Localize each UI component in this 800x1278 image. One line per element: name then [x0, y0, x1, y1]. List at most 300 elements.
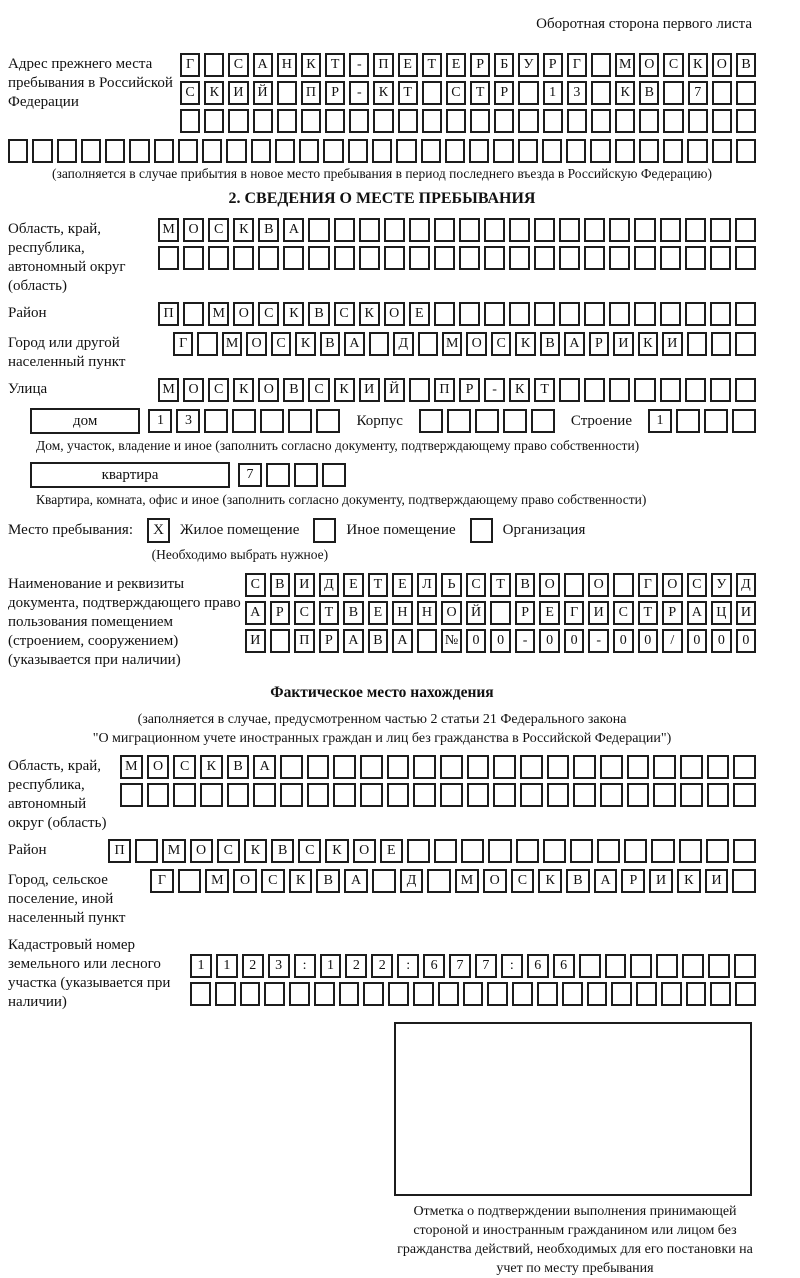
char-cell[interactable]: В: [368, 629, 389, 653]
char-cell[interactable]: [682, 954, 704, 978]
char-cell[interactable]: К: [688, 53, 708, 77]
char-cell[interactable]: К: [334, 378, 355, 402]
char-cell[interactable]: [178, 139, 198, 163]
char-cell[interactable]: 1: [648, 409, 672, 433]
char-cell[interactable]: [419, 409, 443, 433]
char-cell[interactable]: [503, 409, 527, 433]
char-cell[interactable]: 1: [320, 954, 342, 978]
char-cell[interactable]: [509, 218, 530, 242]
char-cell[interactable]: [707, 755, 730, 779]
char-cell[interactable]: [240, 982, 261, 1006]
char-cell[interactable]: [537, 982, 558, 1006]
char-cell[interactable]: [518, 109, 538, 133]
char-cell[interactable]: [591, 81, 611, 105]
char-cell[interactable]: [398, 109, 418, 133]
char-cell[interactable]: [440, 783, 463, 807]
char-cell[interactable]: П: [301, 81, 321, 105]
char-cell[interactable]: [190, 982, 211, 1006]
char-cell[interactable]: О: [588, 573, 609, 597]
char-cell[interactable]: [360, 783, 383, 807]
char-cell[interactable]: М: [442, 332, 462, 356]
char-cell[interactable]: [8, 139, 28, 163]
char-cell[interactable]: [512, 982, 533, 1006]
char-cell[interactable]: [322, 463, 346, 487]
char-cell[interactable]: [613, 573, 634, 597]
char-cell[interactable]: [651, 839, 674, 863]
char-cell[interactable]: [459, 246, 480, 270]
char-cell[interactable]: [624, 839, 647, 863]
char-cell[interactable]: П: [294, 629, 315, 653]
char-cell[interactable]: [417, 629, 438, 653]
char-cell[interactable]: [735, 332, 755, 356]
char-cell[interactable]: 3: [268, 954, 290, 978]
char-cell[interactable]: -: [349, 81, 369, 105]
char-cell[interactable]: [301, 109, 321, 133]
char-cell[interactable]: [81, 139, 101, 163]
char-cell[interactable]: Р: [662, 601, 683, 625]
char-cell[interactable]: С: [180, 81, 200, 105]
char-cell[interactable]: О: [441, 601, 462, 625]
char-cell[interactable]: [663, 139, 683, 163]
char-cell[interactable]: 0: [490, 629, 511, 653]
char-cell[interactable]: [587, 982, 608, 1006]
char-cell[interactable]: [251, 139, 271, 163]
char-cell[interactable]: 1: [216, 954, 238, 978]
char-cell[interactable]: М: [205, 869, 229, 893]
char-cell[interactable]: Л: [417, 573, 438, 597]
char-cell[interactable]: 0: [736, 629, 757, 653]
char-cell[interactable]: [359, 246, 380, 270]
char-cell[interactable]: Д: [400, 869, 424, 893]
char-cell[interactable]: А: [392, 629, 413, 653]
char-cell[interactable]: [494, 109, 514, 133]
char-cell[interactable]: С: [298, 839, 321, 863]
char-cell[interactable]: К: [638, 332, 658, 356]
char-cell[interactable]: [559, 302, 580, 326]
char-cell[interactable]: [280, 783, 303, 807]
char-cell[interactable]: В: [540, 332, 560, 356]
char-cell[interactable]: А: [344, 869, 368, 893]
char-cell[interactable]: [543, 109, 563, 133]
char-cell[interactable]: [202, 139, 222, 163]
char-cell[interactable]: [359, 218, 380, 242]
char-cell[interactable]: [32, 139, 52, 163]
char-cell[interactable]: [384, 246, 405, 270]
char-cell[interactable]: [708, 954, 730, 978]
char-cell[interactable]: [597, 839, 620, 863]
char-cell[interactable]: Р: [621, 869, 645, 893]
char-cell[interactable]: [105, 139, 125, 163]
char-cell[interactable]: [461, 839, 484, 863]
char-cell[interactable]: [663, 81, 683, 105]
char-cell[interactable]: [275, 139, 295, 163]
char-cell[interactable]: [733, 839, 756, 863]
char-cell[interactable]: М: [222, 332, 242, 356]
char-cell[interactable]: С: [271, 332, 291, 356]
char-cell[interactable]: [543, 839, 566, 863]
char-cell[interactable]: К: [295, 332, 315, 356]
char-cell[interactable]: Н: [392, 601, 413, 625]
char-cell[interactable]: [685, 218, 706, 242]
char-cell[interactable]: О: [183, 378, 204, 402]
char-cell[interactable]: [518, 81, 538, 105]
char-cell[interactable]: [228, 109, 248, 133]
char-cell[interactable]: [710, 378, 731, 402]
char-cell[interactable]: 0: [613, 629, 634, 653]
char-cell[interactable]: [277, 81, 297, 105]
char-cell[interactable]: [339, 982, 360, 1006]
char-cell[interactable]: Т: [319, 601, 340, 625]
char-cell[interactable]: О: [662, 573, 683, 597]
char-cell[interactable]: [372, 139, 392, 163]
char-cell[interactable]: [735, 302, 756, 326]
char-cell[interactable]: [226, 139, 246, 163]
char-cell[interactable]: [372, 869, 396, 893]
char-cell[interactable]: [323, 139, 343, 163]
char-cell[interactable]: [422, 81, 442, 105]
char-cell[interactable]: П: [434, 378, 455, 402]
char-cell[interactable]: [348, 139, 368, 163]
char-cell[interactable]: [349, 109, 369, 133]
char-cell[interactable]: [639, 109, 659, 133]
char-cell[interactable]: [396, 139, 416, 163]
char-cell[interactable]: [732, 869, 756, 893]
char-cell[interactable]: Д: [393, 332, 413, 356]
char-cell[interactable]: :: [397, 954, 419, 978]
char-cell[interactable]: [660, 246, 681, 270]
char-cell[interactable]: [204, 109, 224, 133]
char-cell[interactable]: [707, 783, 730, 807]
char-cell[interactable]: К: [359, 302, 380, 326]
char-cell[interactable]: М: [158, 378, 179, 402]
char-cell[interactable]: Б: [494, 53, 514, 77]
char-cell[interactable]: [735, 982, 756, 1006]
char-cell[interactable]: [680, 783, 703, 807]
char-cell[interactable]: [566, 139, 586, 163]
char-cell[interactable]: [660, 302, 681, 326]
char-cell[interactable]: М: [158, 218, 179, 242]
char-cell[interactable]: [467, 783, 490, 807]
char-cell[interactable]: [653, 755, 676, 779]
char-cell[interactable]: [518, 139, 538, 163]
char-cell[interactable]: Н: [277, 53, 297, 77]
char-cell[interactable]: [467, 755, 490, 779]
char-cell[interactable]: С: [228, 53, 248, 77]
char-cell[interactable]: [158, 246, 179, 270]
char-cell[interactable]: [615, 109, 635, 133]
char-cell[interactable]: [135, 839, 158, 863]
char-cell[interactable]: 7: [238, 463, 262, 487]
char-cell[interactable]: П: [108, 839, 131, 863]
char-cell[interactable]: [534, 246, 555, 270]
char-cell[interactable]: 0: [564, 629, 585, 653]
char-cell[interactable]: Т: [470, 81, 490, 105]
char-cell[interactable]: В: [271, 839, 294, 863]
char-cell[interactable]: [387, 755, 410, 779]
char-cell[interactable]: [609, 302, 630, 326]
char-cell[interactable]: [573, 783, 596, 807]
char-cell[interactable]: Г: [638, 573, 659, 597]
char-cell[interactable]: [289, 982, 310, 1006]
char-cell[interactable]: -: [588, 629, 609, 653]
char-cell[interactable]: Р: [459, 378, 480, 402]
char-cell[interactable]: С: [446, 81, 466, 105]
char-cell[interactable]: [712, 139, 732, 163]
char-cell[interactable]: Е: [368, 601, 389, 625]
char-cell[interactable]: Е: [446, 53, 466, 77]
char-cell[interactable]: [384, 218, 405, 242]
char-cell[interactable]: К: [325, 839, 348, 863]
char-cell[interactable]: [490, 601, 511, 625]
char-cell[interactable]: Д: [736, 573, 757, 597]
char-cell[interactable]: [663, 109, 683, 133]
char-cell[interactable]: [736, 109, 756, 133]
char-cell[interactable]: 0: [466, 629, 487, 653]
char-cell[interactable]: И: [588, 601, 609, 625]
char-cell[interactable]: [283, 246, 304, 270]
char-cell[interactable]: [605, 954, 627, 978]
char-cell[interactable]: О: [147, 755, 170, 779]
char-cell[interactable]: [660, 378, 681, 402]
char-cell[interactable]: С: [217, 839, 240, 863]
char-cell[interactable]: С: [261, 869, 285, 893]
char-cell[interactable]: [493, 755, 516, 779]
char-cell[interactable]: К: [233, 218, 254, 242]
char-cell[interactable]: И: [736, 601, 757, 625]
char-cell[interactable]: С: [511, 869, 535, 893]
char-cell[interactable]: Т: [490, 573, 511, 597]
char-cell[interactable]: М: [208, 302, 229, 326]
char-cell[interactable]: [547, 755, 570, 779]
char-cell[interactable]: [712, 81, 732, 105]
char-cell[interactable]: [325, 109, 345, 133]
char-cell[interactable]: [634, 218, 655, 242]
char-cell[interactable]: [418, 332, 438, 356]
char-cell[interactable]: А: [344, 332, 364, 356]
char-cell[interactable]: [570, 839, 593, 863]
char-cell[interactable]: [232, 409, 256, 433]
char-cell[interactable]: :: [294, 954, 316, 978]
char-cell[interactable]: А: [245, 601, 266, 625]
char-cell[interactable]: [591, 109, 611, 133]
char-cell[interactable]: В: [308, 302, 329, 326]
char-cell[interactable]: В: [566, 869, 590, 893]
char-cell[interactable]: [363, 982, 384, 1006]
char-cell[interactable]: Р: [515, 601, 536, 625]
char-cell[interactable]: [413, 982, 434, 1006]
char-cell[interactable]: [634, 302, 655, 326]
char-cell[interactable]: [469, 139, 489, 163]
char-cell[interactable]: [687, 139, 707, 163]
char-cell[interactable]: [732, 409, 756, 433]
char-cell[interactable]: Е: [380, 839, 403, 863]
char-cell[interactable]: К: [509, 378, 530, 402]
char-cell[interactable]: [373, 109, 393, 133]
char-cell[interactable]: [704, 409, 728, 433]
char-cell[interactable]: [334, 246, 355, 270]
char-cell[interactable]: [258, 246, 279, 270]
char-cell[interactable]: [484, 218, 505, 242]
char-cell[interactable]: П: [158, 302, 179, 326]
char-cell[interactable]: О: [353, 839, 376, 863]
char-cell[interactable]: 1: [148, 409, 172, 433]
char-cell[interactable]: Р: [270, 601, 291, 625]
char-cell[interactable]: [493, 139, 513, 163]
char-cell[interactable]: [180, 109, 200, 133]
char-cell[interactable]: [711, 332, 731, 356]
char-cell[interactable]: Е: [539, 601, 560, 625]
char-cell[interactable]: [584, 246, 605, 270]
char-cell[interactable]: [434, 218, 455, 242]
char-cell[interactable]: Е: [398, 53, 418, 77]
char-cell[interactable]: К: [283, 302, 304, 326]
char-cell[interactable]: 3: [176, 409, 200, 433]
char-cell[interactable]: [280, 755, 303, 779]
char-cell[interactable]: [615, 139, 635, 163]
char-cell[interactable]: М: [120, 755, 143, 779]
char-cell[interactable]: [459, 302, 480, 326]
char-cell[interactable]: [710, 218, 731, 242]
char-cell[interactable]: 6: [553, 954, 575, 978]
char-cell[interactable]: [233, 246, 254, 270]
char-cell[interactable]: А: [283, 218, 304, 242]
char-cell[interactable]: №: [441, 629, 462, 653]
char-cell[interactable]: :: [501, 954, 523, 978]
char-cell[interactable]: [447, 409, 471, 433]
char-cell[interactable]: М: [162, 839, 185, 863]
char-cell[interactable]: А: [687, 601, 708, 625]
char-cell[interactable]: Г: [173, 332, 193, 356]
char-cell[interactable]: [685, 246, 706, 270]
char-cell[interactable]: К: [204, 81, 224, 105]
char-cell[interactable]: [253, 109, 273, 133]
char-cell[interactable]: С: [208, 218, 229, 242]
char-cell[interactable]: М: [615, 53, 635, 77]
char-cell[interactable]: 0: [638, 629, 659, 653]
char-cell[interactable]: [314, 982, 335, 1006]
char-cell[interactable]: [369, 332, 389, 356]
char-cell[interactable]: И: [359, 378, 380, 402]
char-cell[interactable]: [208, 246, 229, 270]
char-cell[interactable]: О: [712, 53, 732, 77]
char-cell[interactable]: 6: [527, 954, 549, 978]
char-cell[interactable]: [333, 755, 356, 779]
char-cell[interactable]: С: [308, 378, 329, 402]
char-cell[interactable]: [591, 53, 611, 77]
char-cell[interactable]: [627, 755, 650, 779]
char-cell[interactable]: Т: [534, 378, 555, 402]
char-cell[interactable]: [735, 378, 756, 402]
char-cell[interactable]: А: [594, 869, 618, 893]
char-cell[interactable]: [562, 982, 583, 1006]
char-cell[interactable]: [653, 783, 676, 807]
char-cell[interactable]: [509, 246, 530, 270]
char-cell[interactable]: 2: [371, 954, 393, 978]
char-cell[interactable]: А: [564, 332, 584, 356]
char-cell[interactable]: О: [233, 302, 254, 326]
char-cell[interactable]: [434, 246, 455, 270]
char-cell[interactable]: И: [662, 332, 682, 356]
char-cell[interactable]: [413, 783, 436, 807]
char-cell[interactable]: [147, 783, 170, 807]
char-cell[interactable]: [434, 302, 455, 326]
char-cell[interactable]: [215, 982, 236, 1006]
char-cell[interactable]: [154, 139, 174, 163]
char-cell[interactable]: [264, 982, 285, 1006]
char-cell[interactable]: [178, 869, 202, 893]
char-cell[interactable]: [294, 463, 318, 487]
char-cell[interactable]: С: [334, 302, 355, 326]
char-cell[interactable]: [509, 302, 530, 326]
char-cell[interactable]: [387, 783, 410, 807]
char-cell[interactable]: [445, 139, 465, 163]
char-cell[interactable]: /: [662, 629, 683, 653]
char-cell[interactable]: [288, 409, 312, 433]
char-cell[interactable]: [407, 839, 430, 863]
char-cell[interactable]: К: [301, 53, 321, 77]
char-cell[interactable]: [559, 218, 580, 242]
char-cell[interactable]: Й: [384, 378, 405, 402]
char-cell[interactable]: [333, 783, 356, 807]
char-cell[interactable]: 1: [543, 81, 563, 105]
char-cell[interactable]: О: [183, 218, 204, 242]
char-cell[interactable]: [183, 302, 204, 326]
char-cell[interactable]: [438, 982, 459, 1006]
char-cell[interactable]: [584, 218, 605, 242]
char-cell[interactable]: Ь: [441, 573, 462, 597]
char-cell[interactable]: И: [228, 81, 248, 105]
char-cell[interactable]: [307, 783, 330, 807]
char-cell[interactable]: [409, 378, 430, 402]
char-cell[interactable]: Т: [638, 601, 659, 625]
char-cell[interactable]: [609, 378, 630, 402]
char-cell[interactable]: [253, 783, 276, 807]
char-cell[interactable]: [573, 755, 596, 779]
char-cell[interactable]: 6: [423, 954, 445, 978]
char-cell[interactable]: [656, 954, 678, 978]
char-cell[interactable]: [227, 783, 250, 807]
char-cell[interactable]: 0: [711, 629, 732, 653]
char-cell[interactable]: [600, 783, 623, 807]
char-cell[interactable]: 2: [345, 954, 367, 978]
char-cell[interactable]: [520, 755, 543, 779]
char-cell[interactable]: В: [515, 573, 536, 597]
char-cell[interactable]: [534, 218, 555, 242]
checkbox-residential[interactable]: X: [147, 518, 170, 543]
char-cell[interactable]: [434, 839, 457, 863]
char-cell[interactable]: В: [316, 869, 340, 893]
char-cell[interactable]: [204, 409, 228, 433]
char-cell[interactable]: [630, 954, 652, 978]
char-cell[interactable]: [710, 302, 731, 326]
char-cell[interactable]: И: [649, 869, 673, 893]
char-cell[interactable]: 3: [567, 81, 587, 105]
char-cell[interactable]: [422, 109, 442, 133]
char-cell[interactable]: [260, 409, 284, 433]
char-cell[interactable]: О: [258, 378, 279, 402]
char-cell[interactable]: Г: [150, 869, 174, 893]
char-cell[interactable]: [636, 982, 657, 1006]
char-cell[interactable]: И: [245, 629, 266, 653]
char-cell[interactable]: К: [233, 378, 254, 402]
char-cell[interactable]: [600, 755, 623, 779]
char-cell[interactable]: [440, 755, 463, 779]
char-cell[interactable]: Е: [409, 302, 430, 326]
char-cell[interactable]: [584, 378, 605, 402]
char-cell[interactable]: И: [613, 332, 633, 356]
char-cell[interactable]: [129, 139, 149, 163]
char-cell[interactable]: Ц: [711, 601, 732, 625]
